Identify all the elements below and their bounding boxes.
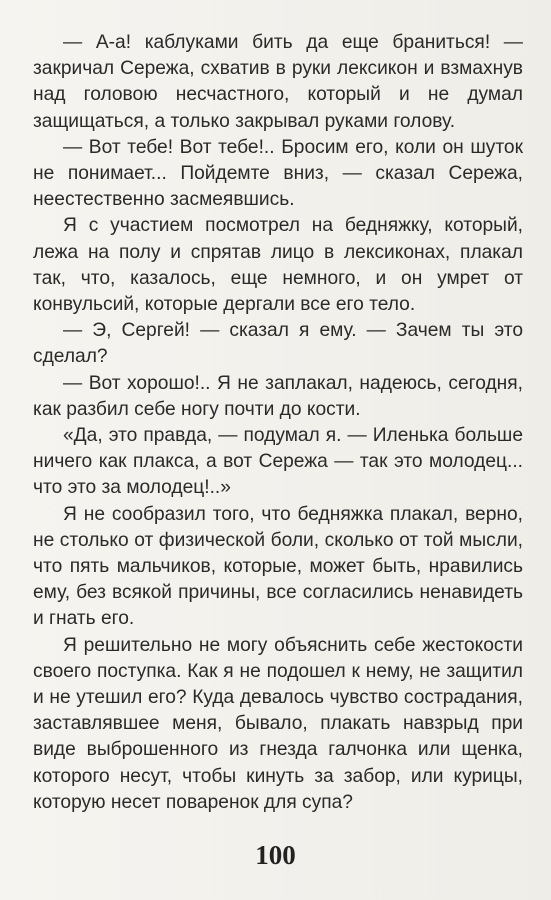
body-text [33, 30, 523, 816]
paragraph: Я не сообразил того, что бедняжка плакал, верно, не столько от физической боли, сколько от той мысли, что пять мальчиков, которые, может быть, нравились ему, без всякой причины, все согласились ненавидеть и гнать его. [33, 503, 523, 630]
paragraph: Я с участием посмотрел на бедняжку, который, лежа на полу и спрятав лицо в лексиконах, плакал так, что, казалось, еще немного, и он умрет от конвульсий, которые дергали все его тело. [33, 215, 523, 316]
paragraph: — Вот хорошо!.. Я не заплакал, надеюсь, сегодня, как разбил себе ногу почти до кости. [33, 372, 523, 420]
paragraph: — Э, Сергей! — сказал я ему. — Зачем ты это сделал? [33, 320, 523, 368]
page-number: 100 [255, 840, 296, 870]
paragraph: Я решительно не могу объяснить себе жестокости своего поступка. Как я не подошел к нему, не защитил и не утешил его? Куда девалось чувство сострадания, заставлявшее меня, бывало, плакать навзрыд при виде выброшенного из гнезда галчонка или щенка, которого несут, чтобы кинуть за забор, или курицы, которую несет поваренок для супа? [33, 634, 523, 813]
paragraph: — Вот тебе! Вот тебе!.. Бросим его, коли он шуток не понимает... Пойдемте вниз, — сказал Сережа, неестественно засмеявшись. [33, 136, 523, 211]
paragraph: «Да, это правда, — подумал я. — Иленька больше ничего как плакса, а вот Сережа — так это молодец... что это за молодец!..» [33, 425, 523, 499]
paragraph: — А-а! каблуками бить да еще браниться! — закричал Сережа, схватив в руки лексикон и взмахнув над головою несчастного, который и не думал защищаться, а только закрывал руками голову. [33, 32, 523, 132]
